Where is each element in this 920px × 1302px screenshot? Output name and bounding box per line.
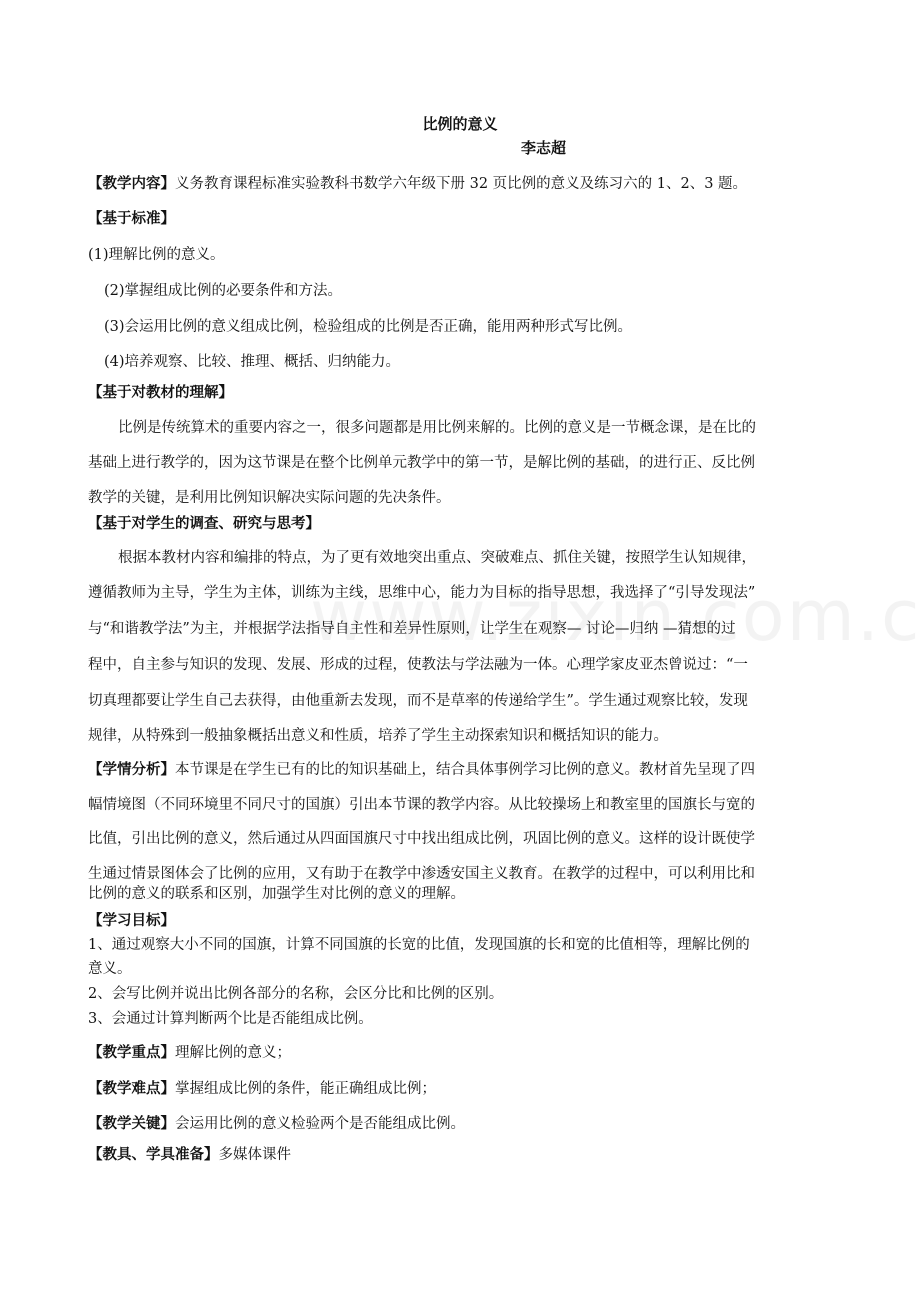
crux-text: 会运用比例的意义检验两个是否能组成比例。: [175, 1116, 465, 1132]
goal-line: 3、会通过计算判断两个比是否能组成比例。: [88, 1011, 373, 1027]
tools-text: 多媒体课件: [218, 1147, 291, 1163]
student-line: 规律，从特殊到一般抽象概括出意义和性质，培养了学生主动探索知识和概括知识的能力。: [88, 728, 668, 744]
goal-line: 2、会写比例并说出比例各部分的名称，会区分比和比例的区别。: [88, 986, 504, 1002]
difficulty-paragraph: [88, 1079, 436, 1099]
goal-line: 1、通过观察大小不同的国旗，计算不同国旗的长宽的比值，发现国旗的长和宽的比值相等，理解比例的: [88, 937, 750, 953]
crux-paragraph: [88, 1114, 465, 1134]
teaching-content-heading: 【教学内容】: [88, 176, 175, 192]
student-line: 根据本教材内容和编排的特点，为了更有效地突出重点、突破难点、抓住关键，按照学生认知规律，: [118, 550, 756, 566]
tools-paragraph: [88, 1145, 291, 1165]
key-point-text: 理解比例的意义；: [175, 1045, 291, 1061]
material-line: 基础上进行教学的，因为这节课是在整个比例单元教学中的第一节，是解比例的基础，的进行正、反比例: [88, 455, 755, 471]
standard-item: (3)会运用比例的意义组成比例，检验组成的比例是否正确，能用两种形式写比例。: [104, 319, 633, 335]
student-line: 遵循教师为主导，学生为主体，训练为主线，思维中心，能力为目标的指导思想，我选择了“引导发现法”: [88, 585, 756, 601]
standard-item: (4)培养观察、比较、推理、概括、归纳能力。: [104, 354, 401, 370]
standard-item: (2)掌握组成比例的必要条件和方法。: [104, 283, 343, 299]
difficulty-heading: 【教学难点】: [88, 1081, 175, 1097]
material-heading: 【基于对教材的理解】: [88, 385, 233, 401]
goal-line: 意义。: [88, 961, 132, 977]
material-line: 教学的关键，是利用比例知识解决实际问题的先决条件。: [88, 490, 451, 506]
difficulty-text: 掌握组成比例的条件，能正确组成比例；: [175, 1081, 436, 1097]
crux-heading: 【教学关键】: [88, 1116, 175, 1132]
document-title: 比例的意义: [422, 115, 498, 133]
goal-heading: 【学习目标】: [88, 913, 175, 929]
student-heading: 【基于对学生的调查、研究与思考】: [88, 516, 320, 532]
analysis-line: 幅情境图（不同环境里不同尺寸的国旗）引出本节课的教学内容。从比较操场上和教室里的国旗长与宽的: [88, 797, 755, 813]
teaching-content-paragraph: [88, 174, 747, 194]
student-line: 程中，自主参与知识的发现、发展、形成的过程，使教法与学法融为一体。心理学家皮亚杰曾说过：“一: [88, 657, 748, 673]
standard-item: (1)理解比例的意义。: [88, 247, 225, 263]
analysis-paragraph: [88, 760, 755, 780]
material-line: 比例是传统算术的重要内容之一，很多问题都是用比例来解的。比例的意义是一节概念课，是在比的: [118, 420, 756, 436]
key-point-heading: 【教学重点】: [88, 1045, 175, 1061]
student-line: 切真理都要让学生自己去获得，由他重新去发现，而不是草率的传递给学生”。学生通过观察比较，发现: [88, 693, 748, 709]
teaching-content-text: 义务教育课程标准实验教科书数学六年级下册 32 页比例的意义及练习六的 1、2、3 题。: [175, 176, 748, 192]
student-line: 与“和谐教学法”为主，并根据学法指导自主性和差异性原则，让学生在观察— 讨论—归纳 —猜想的过: [88, 621, 736, 637]
analysis-line: 比值，引出比例的意义，然后通过从四面国旗尺寸中找出组成比例，巩固比例的意义。这样的设计既使学: [88, 831, 755, 847]
analysis-line: 比例的意义的联系和区别，加强学生对比例的意义的理解。: [88, 886, 465, 902]
standard-heading: 【基于标准】: [88, 211, 175, 227]
key-point-paragraph: [88, 1043, 291, 1063]
document-author: 李志超: [521, 139, 567, 157]
analysis-line: 本节课是在学生已有的比的知识基础上，结合具体事例学习比例的意义。教材首先呈现了四: [175, 762, 755, 778]
analysis-heading: 【学情分析】: [88, 762, 175, 778]
analysis-line: 生通过情景图体会了比例的应用，又有助于在教学中渗透安国主义教育。在教学的过程中，可以利用比和: [88, 866, 755, 882]
tools-heading: 【教具、学具准备】: [88, 1147, 219, 1163]
